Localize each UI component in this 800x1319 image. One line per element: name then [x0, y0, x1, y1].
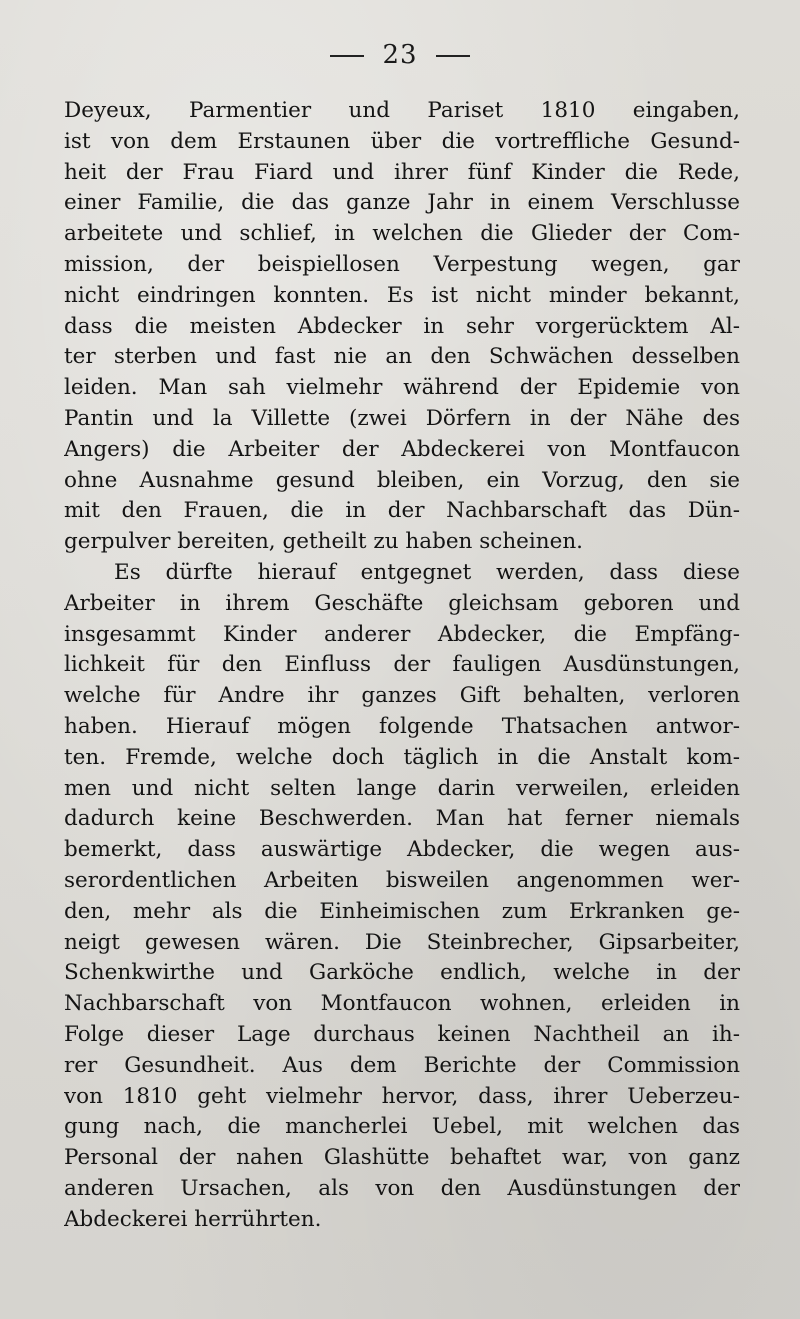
text-line: mit den Frauen, die in der Nachbarschaft das Dün- [64, 498, 740, 524]
text-line: gung nach, die mancherlei Uebel, mit welchen das [64, 1114, 740, 1140]
text-line: von 1810 geht vielmehr hervor, dass, ihrer Ueberzeu- [64, 1083, 740, 1109]
text-line: Arbeiter in ihrem Geschäfte gleichsam geboren und [64, 590, 740, 616]
text-line: einer Familie, die das ganze Jahr in einem Verschlusse [64, 190, 740, 216]
text-line: ten. Fremde, welche doch täglich in die Anstalt kom- [64, 744, 740, 770]
text-line: lichkeit für den Einfluss der fauligen Ausdünstungen, [64, 652, 740, 678]
header-dash-left [330, 55, 364, 57]
text-line: den, mehr als die Einheimischen zum Erkranken ge- [64, 898, 740, 924]
text-line: Schenkwirthe und Garköche endlich, welche in der [64, 960, 740, 986]
text-line: mission, der beispiellosen Verpestung wegen, gar [64, 251, 740, 277]
text-line: haben. Hierauf mögen folgende Thatsachen antwor- [64, 713, 740, 739]
body-text [64, 96, 740, 1235]
text-line: nicht eindringen konnten. Es ist nicht minder bekannt, [64, 282, 740, 308]
text-line: Folge dieser Lage durchaus keinen Nachtheil an ih- [64, 1021, 740, 1047]
header-dash-right [436, 55, 470, 57]
text-line: gerpulver bereiten, getheilt zu haben scheinen. [64, 529, 584, 555]
text-line: Angers) die Arbeiter der Abdeckerei von Montfaucon [64, 436, 740, 462]
page-header [0, 40, 800, 70]
text-line: leiden. Man sah vielmehr während der Epidemie von [64, 375, 740, 401]
text-line: rer Gesundheit. Aus dem Berichte der Commission [64, 1052, 740, 1078]
text-line: Nachbarschaft von Montfaucon wohnen, erleiden in [64, 991, 740, 1017]
page-number: 23 [382, 40, 418, 70]
text-line: welche für Andre ihr ganzes Gift behalten, verloren [64, 683, 740, 709]
text-line: arbeitete und schlief, in welchen die Glieder der Com- [64, 221, 740, 247]
text-line: Pantin und la Villette (zwei Dörfern in der Nähe des [64, 405, 740, 431]
text-line: bemerkt, dass auswärtige Abdecker, die wegen aus- [64, 837, 740, 863]
text-line: ohne Ausnahme gesund bleiben, ein Vorzug, den sie [64, 467, 740, 493]
text-line: Personal der nahen Glashütte behaftet war, von ganz [64, 1145, 740, 1171]
text-line: insgesammt Kinder anderer Abdecker, die Empfäng- [64, 621, 740, 647]
text-line: Abdeckerei herrührten. [64, 1206, 322, 1232]
text-line: neigt gewesen wären. Die Steinbrecher, Gipsarbeiter, [64, 929, 740, 955]
text-line: men und nicht selten lange darin verweilen, erleiden [64, 775, 740, 801]
text-line: anderen Ursachen, als von den Ausdünstungen der [64, 1175, 740, 1201]
text-line: serordentlichen Arbeiten bisweilen angenommen wer- [64, 867, 740, 893]
text-line: Es dürfte hierauf entgegnet werden, dass diese [114, 559, 740, 585]
paragraph-1 [64, 96, 740, 558]
text-line: dass die meisten Abdecker in sehr vorgerücktem Al- [64, 313, 740, 339]
text-line: Deyeux, Parmentier und Pariset 1810 eingaben, [64, 98, 740, 123]
text-line: dadurch keine Beschwerden. Man hat ferner niemals [64, 806, 740, 832]
paragraph-2 [64, 558, 740, 1236]
text-line: heit der Frau Fiard und ihrer fünf Kinder die Rede, [64, 159, 740, 185]
text-line: ist von dem Erstaunen über die vortreffliche Gesund- [64, 128, 740, 154]
text-line: ter sterben und fast nie an den Schwächen desselben [64, 344, 740, 370]
